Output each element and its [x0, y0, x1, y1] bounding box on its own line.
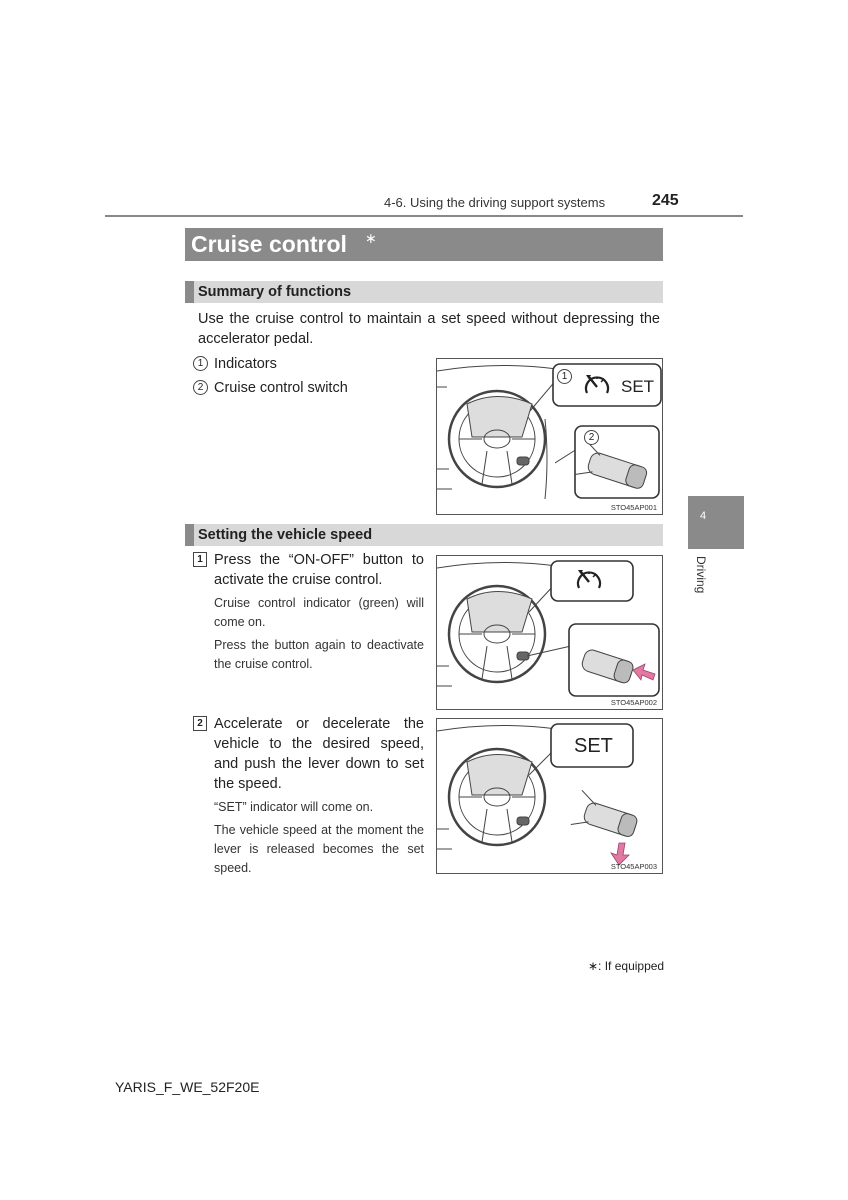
section-heading-summary [185, 281, 663, 303]
figure-code: STO45AP001 [610, 503, 657, 512]
section-heading-setting [185, 524, 663, 546]
item-label-indicators: Indicators [214, 356, 277, 372]
item-marker-1: 1 [193, 356, 208, 371]
step-1-text: Press the “ON-OFF” button to activate the cruise control. [214, 552, 424, 588]
step-marker-2: 2 [193, 716, 207, 731]
running-header-section: 4-6. Using the driving support systems [384, 195, 606, 210]
set-indicator-label: SET [574, 735, 613, 757]
step-marker-1: 1 [193, 552, 207, 567]
step-1-note-1: Cruise control indicator (green) will come on. [214, 596, 424, 629]
step-2-note-2: The vehicle speed at the moment the lever is released becomes the set speed. [214, 823, 424, 875]
chapter-label: Driving [694, 556, 708, 594]
document-code: YARIS_F_WE_52F20E [115, 1079, 260, 1095]
summary-intro: Use the cruise control to maintain a set speed without depressing the accelerator pedal. [198, 311, 660, 347]
dashboard-illustration [437, 556, 662, 709]
item-label-switch: Cruise control switch [214, 380, 348, 396]
section-heading-text: Setting the vehicle speed [198, 527, 373, 543]
figure-on-off [436, 555, 663, 710]
page-number: 245 [652, 192, 679, 209]
section-heading-text: Summary of functions [198, 284, 352, 300]
dashboard-illustration [437, 719, 662, 873]
title-asterisk: ∗ [365, 230, 377, 246]
page-title: Cruise control [191, 231, 347, 257]
item-marker-2: 2 [193, 380, 208, 395]
figure-code: STO45AP002 [610, 698, 657, 707]
set-indicator-label: SET [621, 377, 655, 396]
step-2-text: Accelerate or decelerate the vehicle to the desired speed, and push the lever down to set the speed. [214, 716, 424, 792]
step-2-note-1: “SET” indicator will come on. [214, 800, 374, 814]
cruise-speedometer-icon [574, 566, 604, 594]
figure-set-speed [436, 718, 663, 874]
cruise-speedometer-icon [582, 371, 612, 399]
chapter-tab [688, 496, 744, 549]
page-title-bar [185, 228, 663, 261]
step-1-note-2: Press the button again to deactivate the cruise control. [214, 638, 424, 671]
callout-marker-1: 1 [557, 369, 572, 384]
footnote: ∗: If equipped [588, 959, 665, 973]
figure-indicators-switch [436, 358, 663, 515]
chapter-number: 4 [700, 510, 707, 522]
header-rule [105, 215, 743, 217]
callout-marker-2: 2 [584, 430, 599, 445]
figure-code: STO45AP003 [610, 862, 657, 871]
callout-switch [555, 423, 662, 503]
